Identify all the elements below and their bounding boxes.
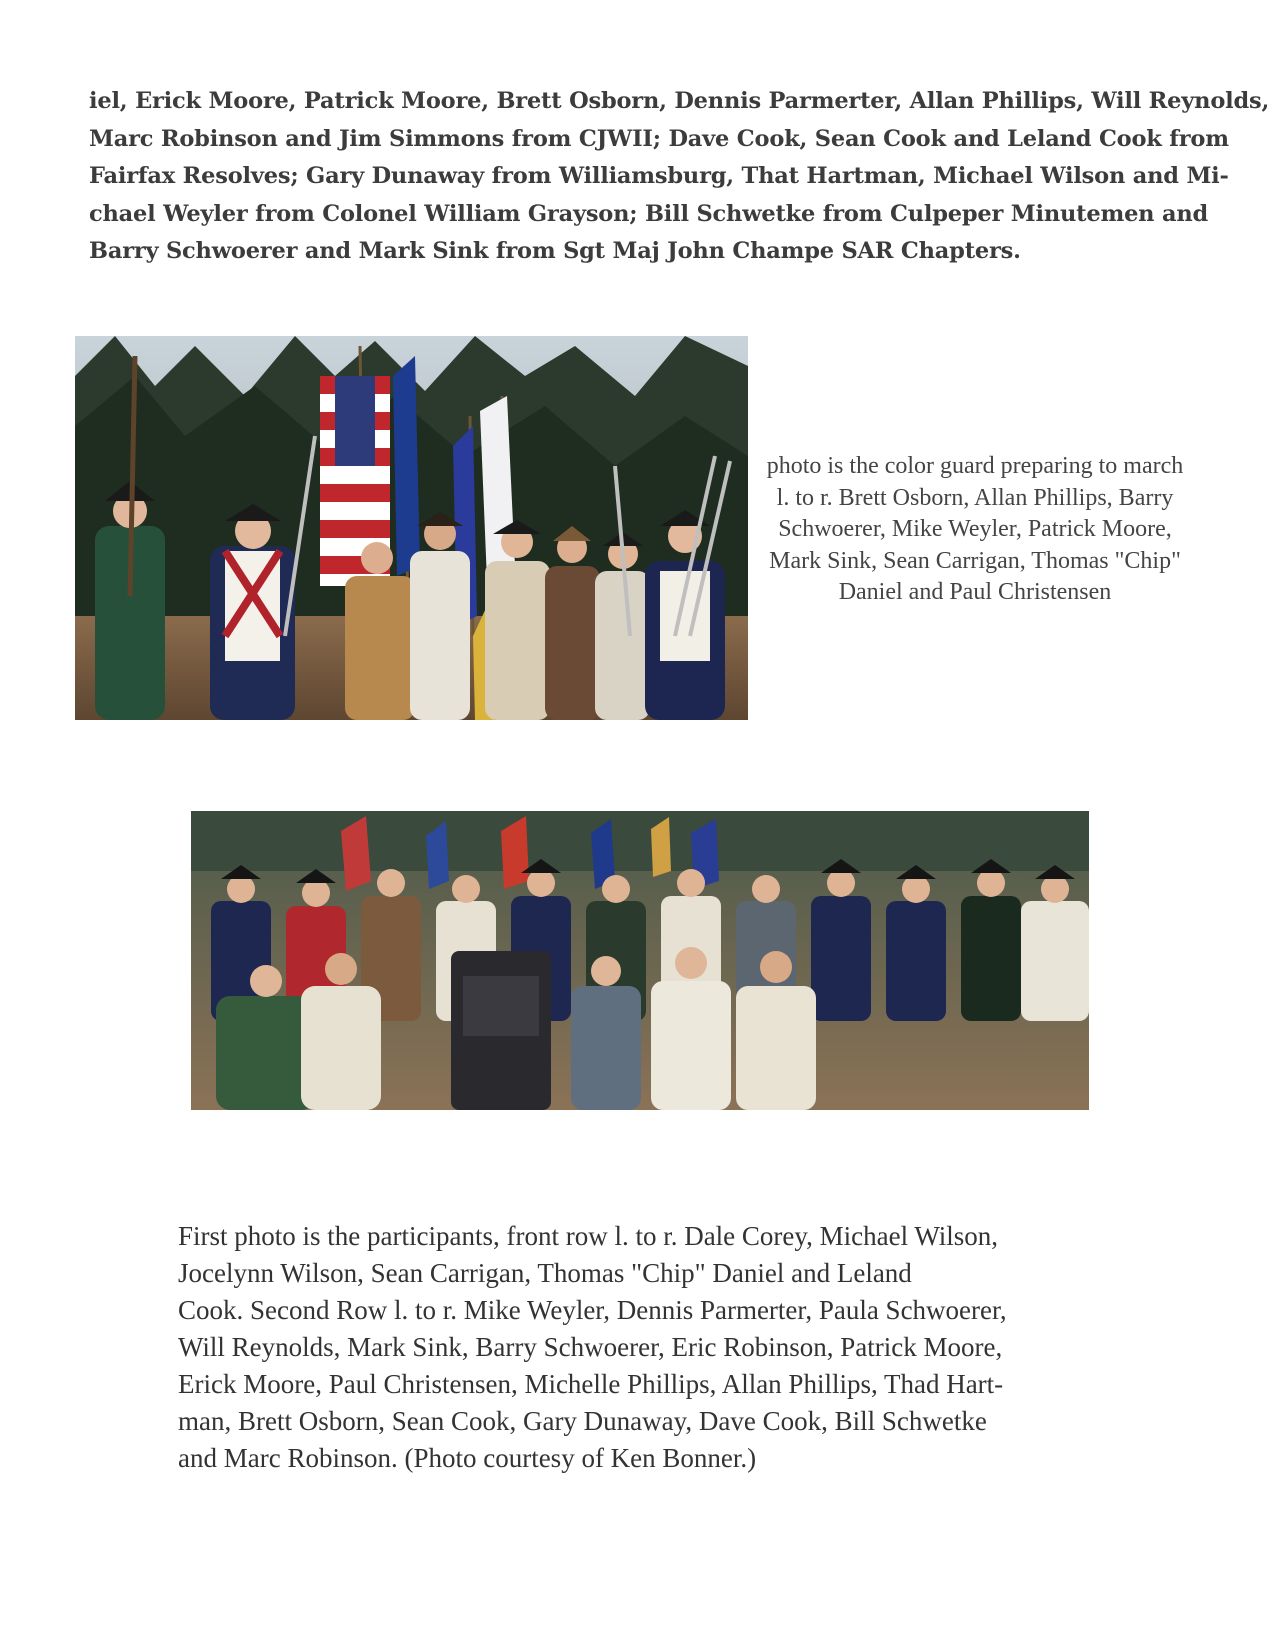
intro-line: Barry Schwoerer and Mark Sink from Sgt Maj John Champe SAR Chapters. bbox=[89, 238, 1021, 264]
color-guard-photo bbox=[75, 336, 748, 720]
caption-line: man, Brett Osborn, Sean Cook, Gary Dunaway, Dave Cook, Bill Schwetke bbox=[178, 1406, 987, 1436]
caption-line: Daniel and Paul Christensen bbox=[838, 579, 1112, 605]
intro-paragraph bbox=[89, 83, 1270, 271]
participants-photo bbox=[191, 811, 1089, 1110]
intro-line: Fairfax Resolves; Gary Dunaway from Williamsburg, That Hartman, Michael Wilson and Mi- bbox=[89, 163, 1229, 189]
intro-line: chael Weyler from Colonel William Grayson; Bill Schwetke from Culpeper Minutemen and bbox=[89, 200, 1209, 227]
caption-line: Cook. Second Row l. to r. Mike Weyler, Dennis Parmerter, Paula Schwoerer, bbox=[178, 1295, 1007, 1325]
color-guard-image bbox=[75, 336, 748, 720]
caption-line: photo is the color guard preparing to march bbox=[766, 453, 1184, 479]
caption-line: Jocelynn Wilson, Sean Carrigan, Thomas "Chip" Daniel and Leland bbox=[178, 1258, 912, 1288]
intro-line: iel, Erick Moore, Patrick Moore, Brett Osborn, Dennis Parmerter, Allan Phillips, Will Reynolds, bbox=[89, 88, 1270, 114]
participants-image bbox=[191, 811, 1089, 1110]
caption-line: l. to r. Brett Osborn, Allan Phillips, Barry bbox=[776, 484, 1174, 511]
caption-line: Will Reynolds, Mark Sink, Barry Schwoerer, Eric Robinson, Patrick Moore, bbox=[178, 1332, 1003, 1362]
participants-caption bbox=[178, 1218, 1108, 1477]
caption-line: First photo is the participants, front row l. to r. Dale Corey, Michael Wilson, bbox=[178, 1221, 999, 1251]
color-guard-caption bbox=[750, 451, 1200, 609]
caption-line: Schwoerer, Mike Weyler, Patrick Moore, bbox=[778, 516, 1172, 542]
caption-line: and Marc Robinson. (Photo courtesy of Ken Bonner.) bbox=[178, 1443, 757, 1473]
caption-line: Mark Sink, Sean Carrigan, Thomas "Chip" bbox=[769, 547, 1181, 574]
intro-line: Marc Robinson and Jim Simmons from CJWII; Dave Cook, Sean Cook and Leland Cook from bbox=[89, 125, 1229, 152]
caption-line: Erick Moore, Paul Christensen, Michelle Phillips, Allan Phillips, Thad Hart- bbox=[178, 1369, 1004, 1399]
